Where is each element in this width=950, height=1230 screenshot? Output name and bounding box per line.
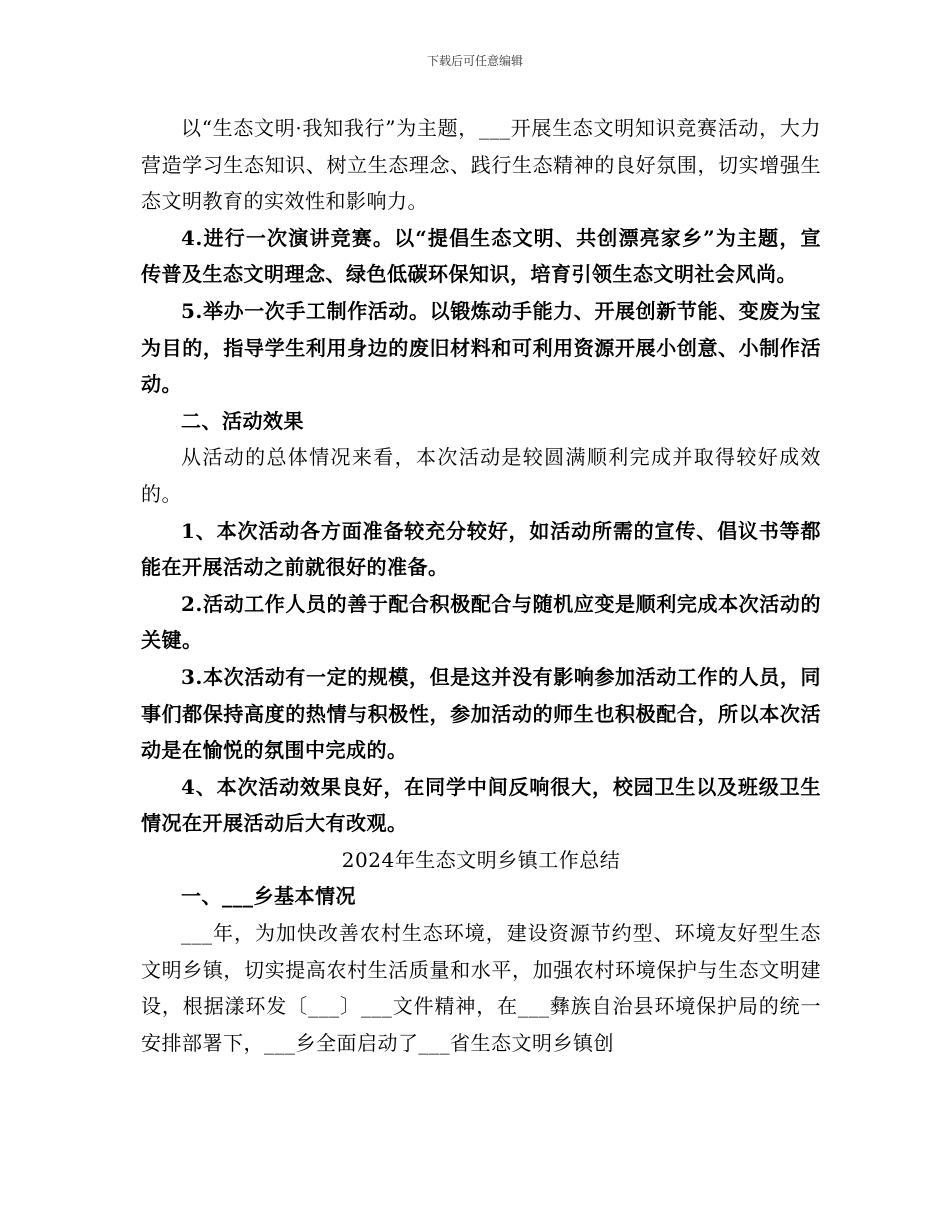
paragraph-handcraft-activity: 5.举办一次手工制作活动。以锻炼动手能力、开展创新节能、变废为宝为目的，指导学生利用身边的废旧材料和可利用资源开展小创意、小制作活动。 — [141, 298, 821, 397]
page-header: 下载后可任意编辑 — [426, 54, 523, 68]
document-title: 2024年生态文明乡镇工作总结 — [341, 847, 621, 872]
document-body — [141, 110, 821, 1061]
section-heading-activity-effect: 二、活动效果 — [181, 408, 304, 433]
paragraph-basic-info: ___年，为加快改善农村生态环境，建设资源节约型、环境友好型生态文明乡镇，切实提高农村生活质量和水平，加强农村环境保护与生态文明建设，根据漾环发〔___〕___文件精神，在___彝族自治县环境保护局的统一安排部署下，___乡全面启动了___省生态文明乡镇创 — [141, 921, 821, 1055]
section-heading-basic-info: 一、___乡基本情况 — [181, 884, 356, 909]
paragraph-theme-intro: 以“生态文明·我知我行”为主题，___开展生态文明知识竞赛活动，大力营造学习生态知识、树立生态理念、践行生态精神的良好氛围，切实增强生态文明教育的实效性和影响力。 — [141, 116, 821, 214]
paragraph-effect-4: 4、本次活动效果良好，在同学中间反响很大，校园卫生以及班级卫生情况在开展活动后大有改观。 — [141, 774, 821, 836]
paragraph-effect-2: 2.活动工作人员的善于配合积极配合与随机应变是顺利完成本次活动的关键。 — [141, 591, 821, 653]
paragraph-overall-summary: 从活动的总体情况来看，本次活动是较圆满顺利完成并取得较好成效的。 — [141, 445, 821, 506]
paragraph-effect-1: 1、本次活动各方面准备较充分较好，如活动所需的宣传、倡议书等都能在开展活动之前就很好的准备。 — [141, 518, 821, 580]
paragraph-speech-contest: 4.进行一次演讲竞赛。以“提倡生态文明、共创漂亮家乡”为主题，宣传普及生态文明理念、绿色低碳环保知识，培育引领生态文明社会风尚。 — [141, 225, 821, 287]
paragraph-effect-3: 3.本次活动有一定的规模，但是这并没有影响参加活动工作的人员，同事们都保持高度的热情与积极性，参加活动的师生也积极配合，所以本次活动是在愉悦的氛围中完成的。 — [141, 664, 821, 763]
